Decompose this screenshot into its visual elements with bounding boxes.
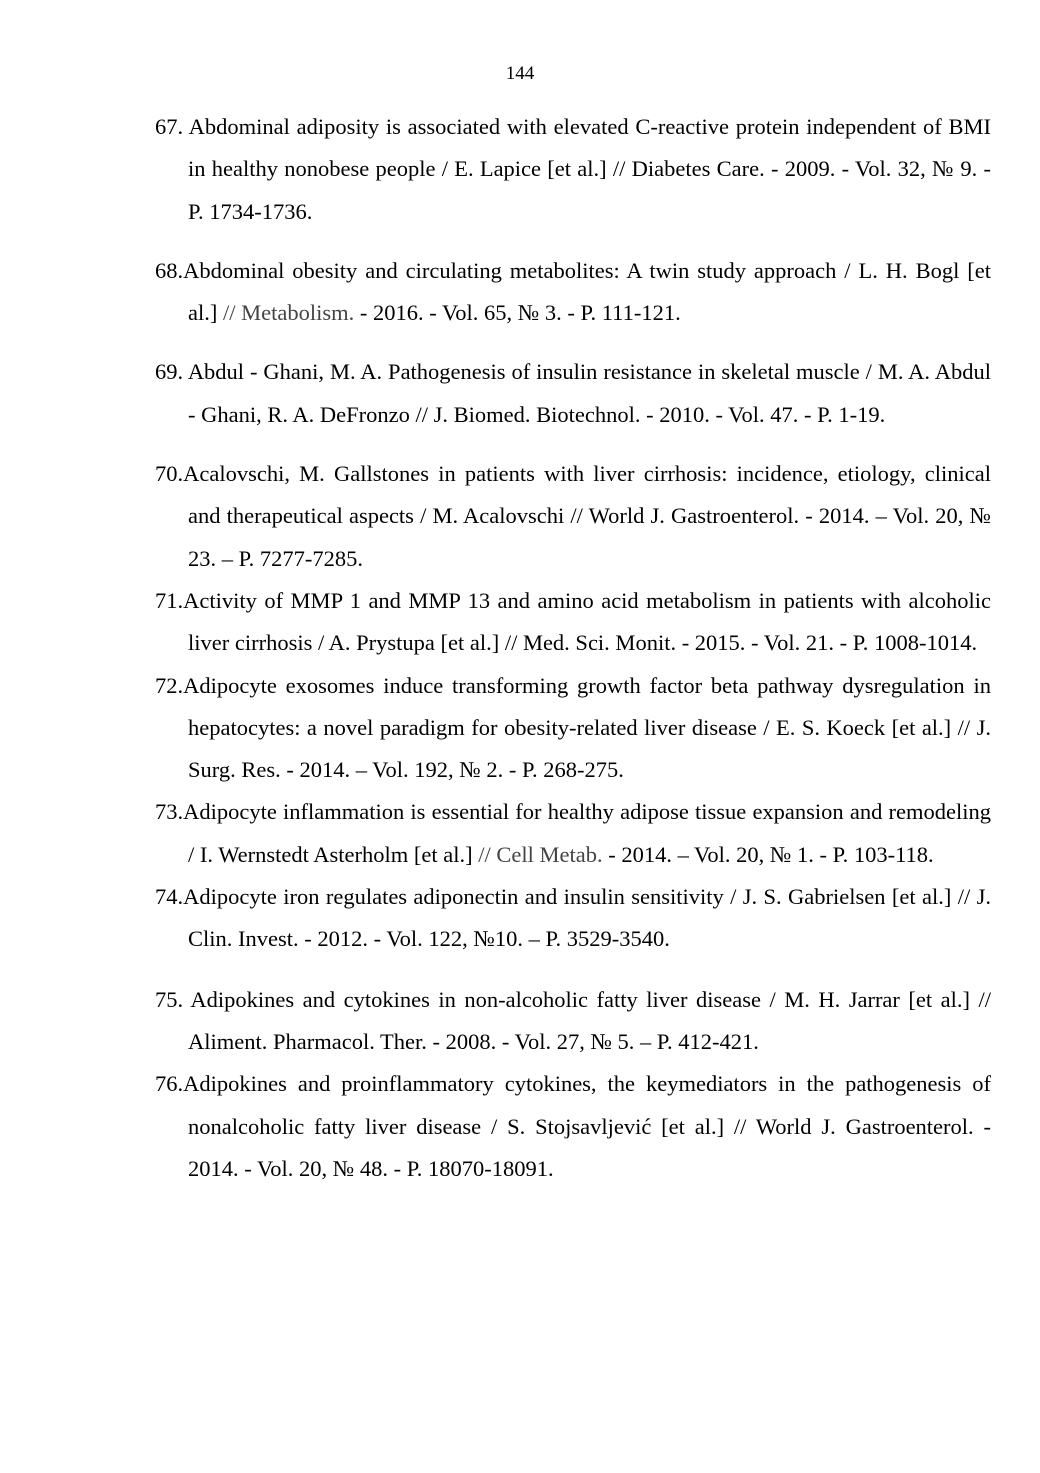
reference-text: Abdominal adiposity is associated with elevated C-reactive protein independent of BMI in healthy nonobese people / E. Lapice [et al.] // Diabetes Care. - 2009. - Vol. 32, № 9. - P. 1734-1736. — [188, 114, 991, 224]
reference-text: Adipocyte exosomes induce transforming growth factor beta pathway dysregulation in hepatocytes: a novel paradigm for obesity-related liver disease / E. S. Koeck [et al.] // J. Surg. Res. - 2014. – Vol. 192, № 2. - P. 268-275. — [183, 672, 991, 783]
reference-text: Acalovschi, M. Gallstones in patients with liver cirrhosis: incidence, etiology, clinical and therapeutical aspects / M. Acalovschi // World J. Gastroenterol. - 2014. – Vol. 20, № 23. – P. 7277-7285. — [183, 461, 991, 571]
reference-number: 72. — [155, 672, 184, 698]
reference-number: 67. — [155, 114, 189, 139]
reference-number: 73. — [155, 799, 184, 825]
reference-item-72 — [155, 665, 991, 792]
reference-number: 68. — [155, 257, 184, 283]
reference-number: 70. — [155, 461, 184, 487]
reference-number: 74. — [155, 884, 184, 910]
reference-item-67 — [155, 106, 991, 233]
reference-text: Abdominal obesity and circulating metabolites: A twin study approach / L. H. Bogl [et al.] — [183, 257, 991, 326]
reference-number: 71. — [155, 587, 184, 613]
reference-list — [155, 106, 991, 1190]
reference-text: Activity of MMP 1 and MMP 13 and amino acid metabolism in patients with alcoholic liver cirrhosis / A. Prystupa [et al.] // Med. Sci. Monit. - 2015. - Vol. 21. - P. 1008-1014. — [183, 587, 991, 656]
reference-item-75 — [155, 979, 991, 1064]
reference-text: Adipokines and cytokines in non-alcoholic fatty liver disease / M. H. Jarrar [et al.] // Aliment. Pharmacol. Ther. - 2008. - Vol. 27, № 5. – P. 412-421. — [188, 986, 991, 1054]
journal-name: // Metabolism. — [222, 300, 355, 326]
reference-item-76 — [155, 1063, 991, 1190]
journal-name: // Cell Metab. — [478, 841, 603, 867]
reference-text: Adipokines and proinflammatory cytokines, the keymediators in the pathogenesis of nonalcoholic fatty liver disease / S. Stojsavljević [et al.] // World J. Gastroenterol. - 2014. - Vol. 20, № 48. - P. 18070-18091. — [183, 1071, 991, 1181]
reference-number: 76. — [155, 1071, 184, 1097]
reference-item-73 — [155, 791, 991, 876]
reference-text: Adipocyte inflammation is essential for healthy adipose tissue expansion and remodeling / I. Wernstedt Asterholm [et al.] — [183, 799, 991, 867]
reference-item-70 — [155, 453, 991, 580]
reference-text: Abdul - Ghani, M. A. Pathogenesis of insulin resistance in skeletal muscle / M. A. Abdul - Ghani, R. A. DeFronzo // J. Biomed. Biotechnol. - 2010. - Vol. 47. - P. 1-19. — [187, 359, 991, 427]
reference-item-69 — [155, 351, 991, 436]
reference-item-68 — [155, 250, 991, 335]
reference-number: 75. — [155, 986, 191, 1012]
page-number: 144 — [505, 63, 535, 84]
reference-item-71 — [155, 580, 991, 665]
reference-number: 69. — [155, 359, 188, 385]
reference-text-tail: - 2014. – Vol. 20, № 1. - P. 103-118. — [602, 841, 934, 867]
reference-text: Adipocyte iron regulates adiponectin and insulin sensitivity / J. S. Gabrielsen [et al.] // J. Clin. Invest. - 2012. - Vol. 122, №10. – P. 3529-3540. — [183, 884, 991, 952]
reference-text-tail: - 2016. - Vol. 65, № 3. - P. 111-121. — [354, 300, 681, 326]
reference-item-74 — [155, 876, 991, 961]
